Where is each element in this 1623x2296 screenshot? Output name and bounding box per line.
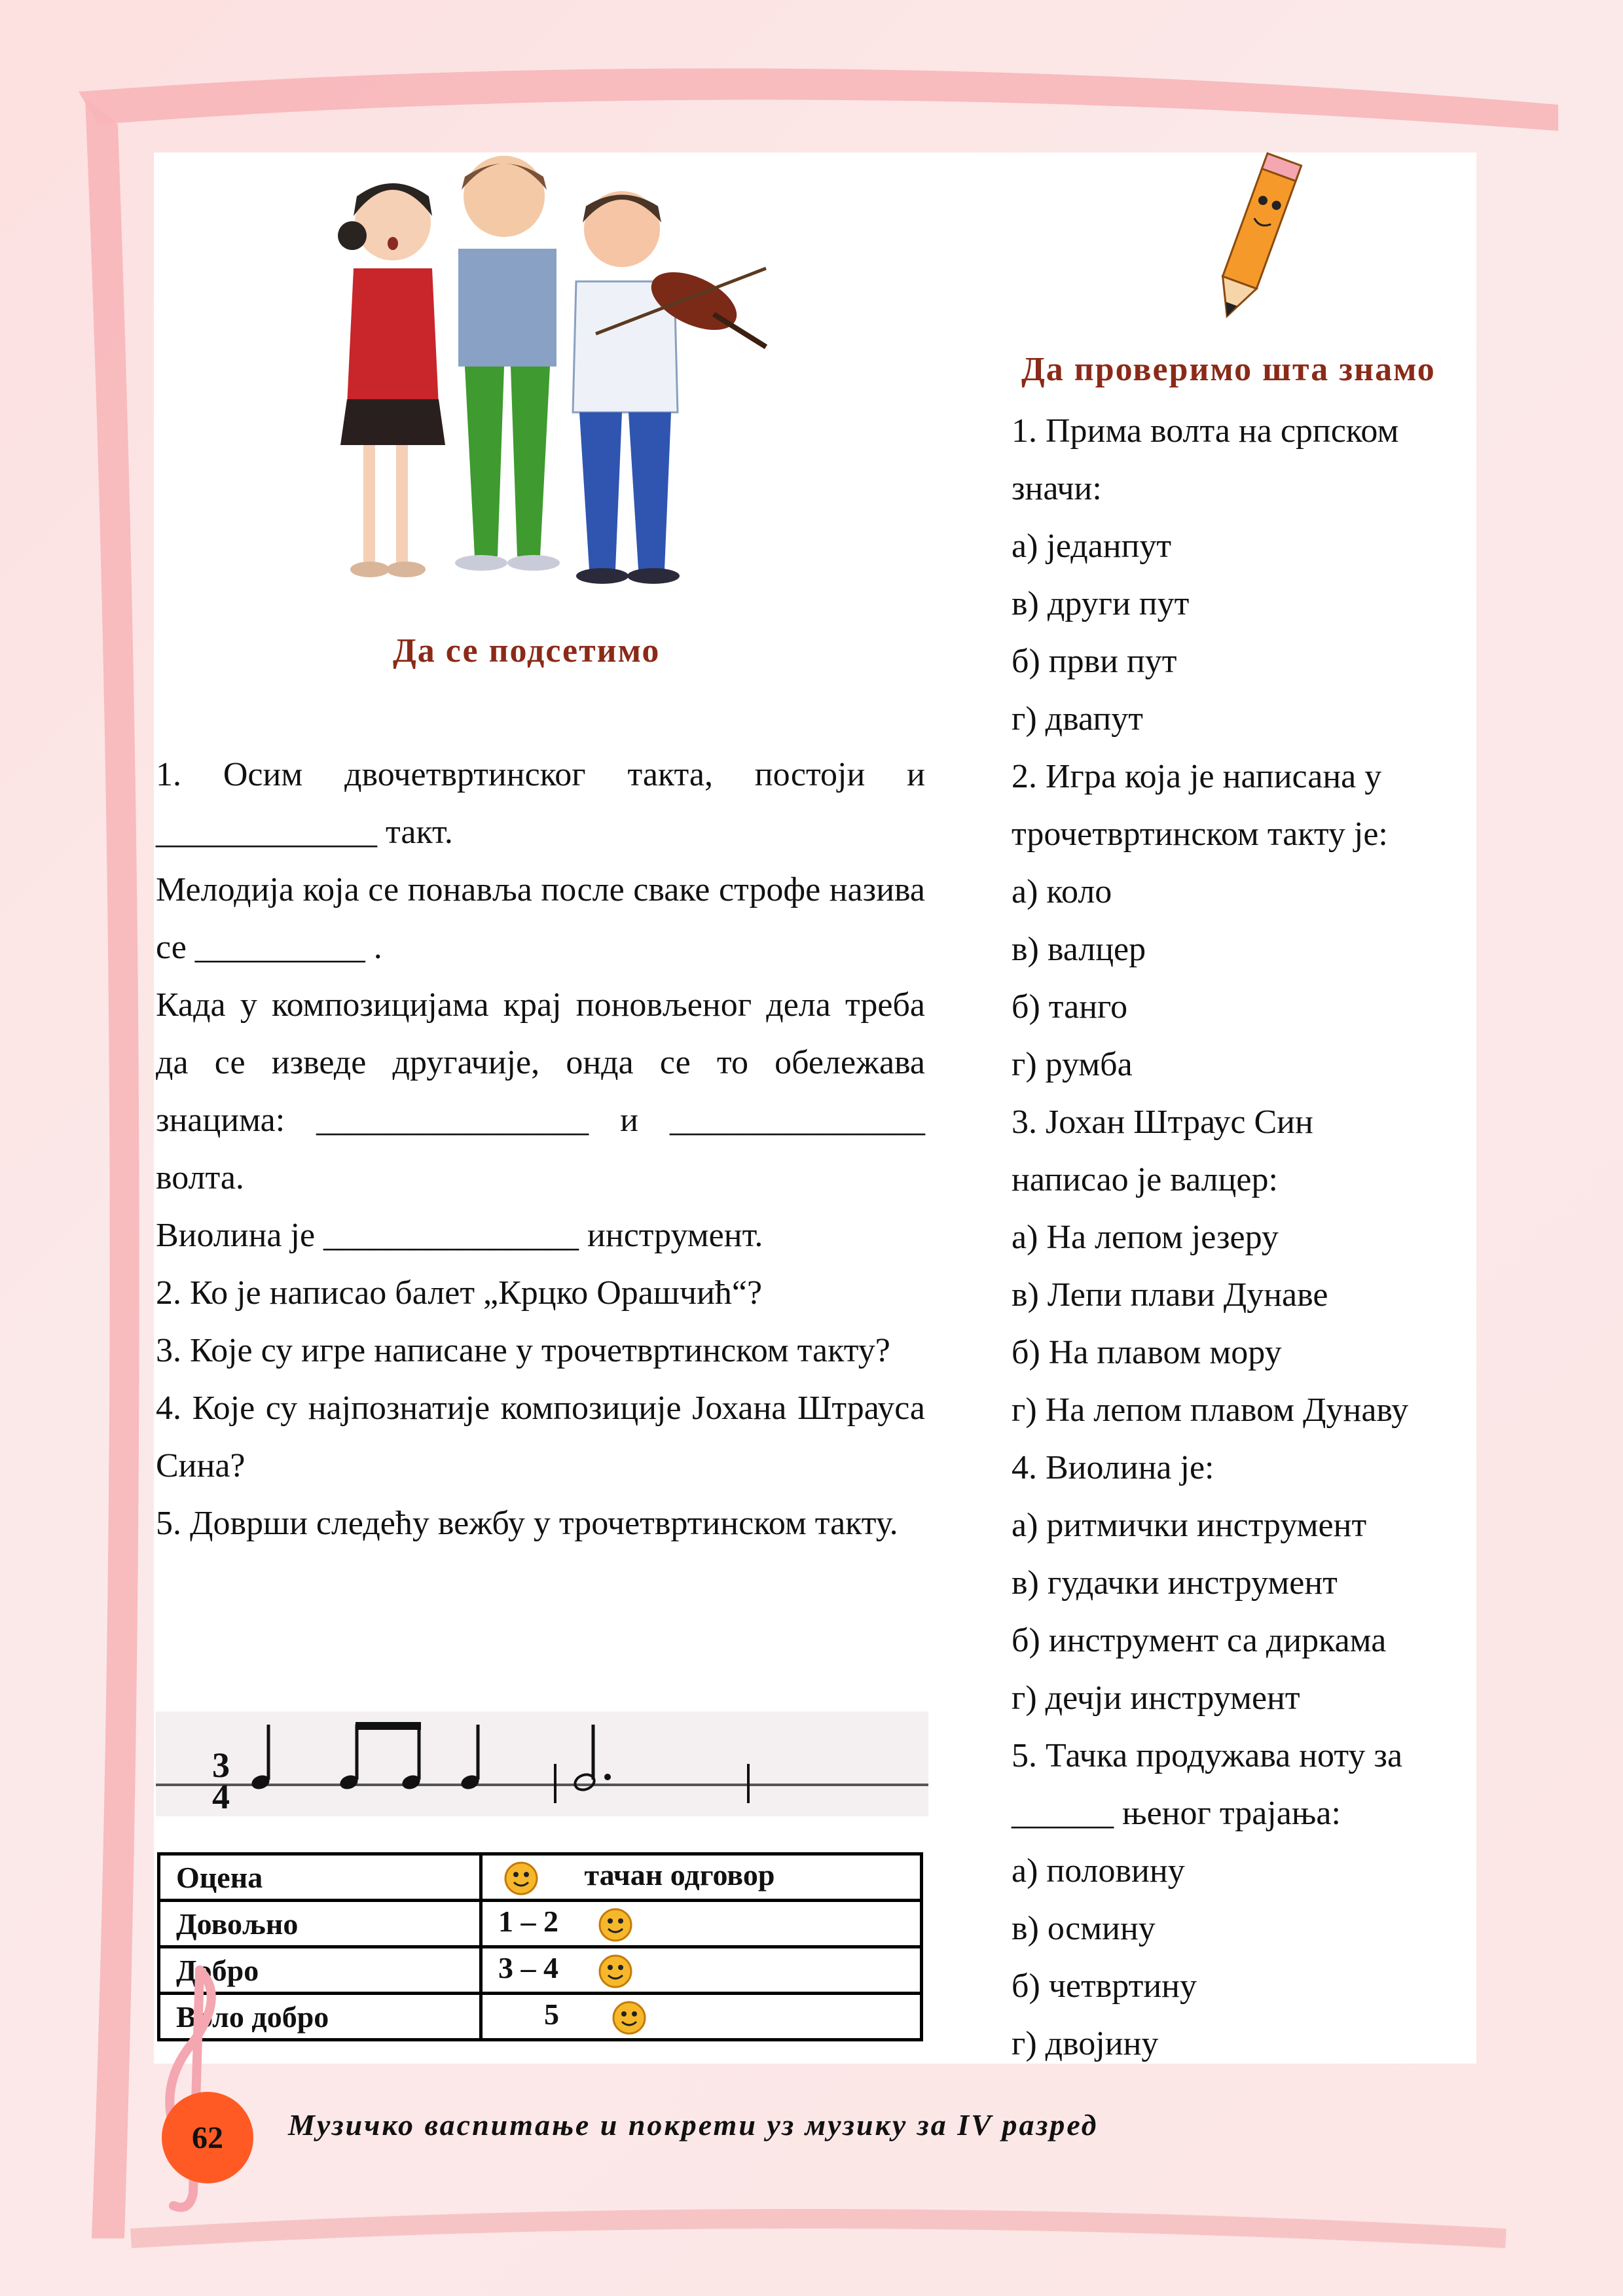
table-row [159,1854,922,1901]
answer-header-cell [481,1854,922,1901]
quiz-line: 2. Игра која је написана у [1012,758,1382,795]
table-row [159,1901,922,1947]
quiz-option: а) једанпут [1012,528,1172,565]
page-number-badge [162,2092,253,2183]
range-value: 3 – 4 [498,1951,558,1985]
table-row [159,1947,922,1994]
quiz-line: 5. Тачка продужава ноту за [1012,1737,1403,1774]
review-line: 2. Ко је написао балет „Крцко Орашчић“? [156,1274,763,1312]
grade-cell: Врло добро [159,1994,481,2040]
quiz-option: г) двојину [1012,2025,1159,2062]
quiz-option: б) На плавом мору [1012,1334,1282,1371]
review-line: Када у композицијама крај поновљеног дела треба да се изведе другачије, онда се то обележава знацима: ________________ и _______________ волта. [156,986,925,1196]
quiz-line: трочетвртинском такту је: [1012,816,1388,853]
review-line: Мелодија која се понавља после сваке строфе назива се __________ . [156,871,925,966]
page-number: 62 [192,2120,223,2155]
smiley-icon [606,2000,652,2036]
time-signature-top: 3 [212,1746,230,1785]
review-line: 4. Које су најпознатије композиције Јохана Штрауса Сина? [156,1390,925,1484]
quiz-option: в) Лепи плави Дунаве [1012,1276,1328,1314]
quiz-option: г) На лепом плавом Дунаву [1012,1391,1409,1429]
quiz-option: г) двапут [1012,700,1143,738]
pencil-mascot-icon [1205,147,1303,331]
grading-table [157,1852,923,2041]
grade-cell: Добро [159,1947,481,1994]
rhythm-exercise-staff [156,1712,928,1816]
range-value: 1 – 2 [498,1905,558,1939]
quiz-option: б) инструмент са диркама [1012,1622,1387,1659]
quiz-option: а) На лепом језеру [1012,1219,1279,1256]
smiley-icon [593,1907,638,1943]
quiz-questions [1012,403,1483,2073]
review-questions [156,746,925,1552]
quiz-line: значи: [1012,470,1102,507]
quiz-option: б) први пут [1012,643,1177,680]
review-line: 1. Осим двочетвртинског такта, постоји и _____________ такт. [156,756,925,851]
quiz-option: г) дечји инструмент [1012,1679,1300,1717]
children-singing-illustration [308,151,779,596]
quiz-option: б) четвртину [1012,1967,1197,2005]
quiz-line: ______ њеног трајања: [1012,1795,1341,1832]
quiz-line: 4. Виолина је: [1012,1449,1214,1486]
quiz-line: написао је валцер: [1012,1161,1278,1198]
range-value: 5 [544,1998,559,2032]
quiz-option: в) осмину [1012,1910,1156,1947]
grade-header: Оцена [159,1854,481,1901]
smiley-icon [593,1953,638,1990]
time-signature-bottom: 4 [212,1777,230,1816]
quiz-option: а) коло [1012,873,1112,910]
range-cell [481,1947,922,1994]
quiz-option: в) гудачки инструмент [1012,1564,1338,1602]
left-section-heading: Да се подсетимо [393,632,661,670]
quiz-line: 1. Прима волта на српском [1012,412,1399,450]
smiley-icon [498,1860,544,1897]
table-row [159,1994,922,2040]
book-title-footer: Музичко васпитање и покрети уз музику за IV разред [288,2108,1099,2142]
quiz-option: а) ритмички инструмент [1012,1507,1367,1544]
grade-cell: Довољно [159,1901,481,1947]
quiz-option: в) валцер [1012,931,1146,968]
quiz-option: г) румба [1012,1046,1133,1083]
right-section-heading: Да проверимо шта знамо [1021,351,1436,388]
quiz-option: б) танго [1012,988,1128,1026]
answer-header: тачан одговор [584,1858,775,1892]
quiz-option: а) половину [1012,1852,1185,1890]
review-line: Виолина је _______________ инструмент. [156,1217,763,1254]
review-line: 5. Доврши следећу вежбу у трочетвртинском такту. [156,1505,898,1542]
quiz-option: в) други пут [1012,585,1190,622]
range-cell [481,1994,922,2040]
quiz-line: 3. Јохан Штраус Син [1012,1103,1313,1141]
range-cell [481,1901,922,1947]
review-line: 3. Које су игре написане у трочетвртинском такту? [156,1332,890,1369]
